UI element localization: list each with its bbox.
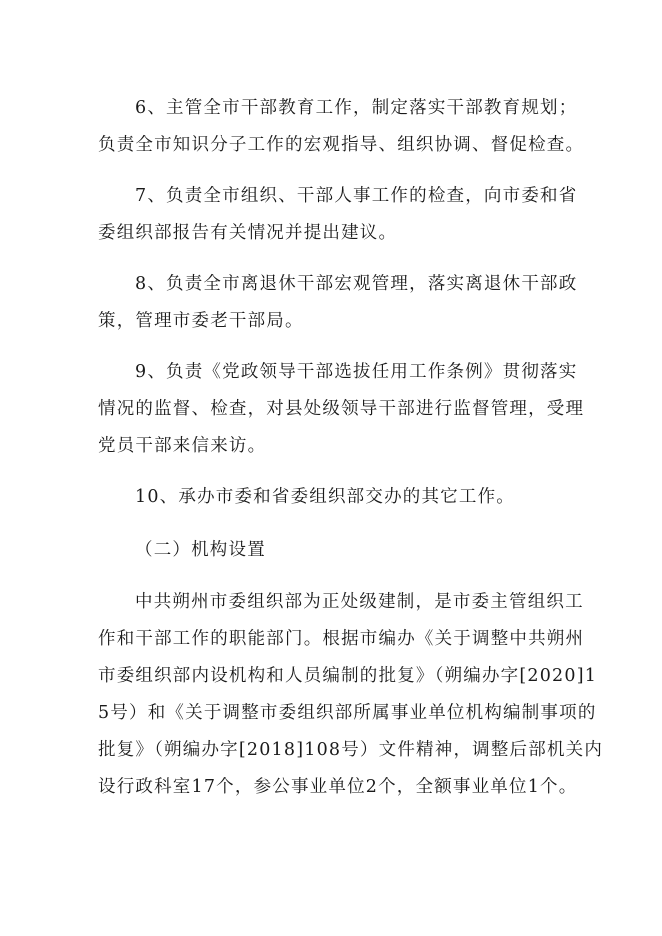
paragraph-line-6: 设行政科室17个，参公事业单位2个，全额事业单位1个。: [98, 777, 578, 797]
paragraph-line-1: 中共朔州市委组织部为正处级建制，是市委主管组织工: [135, 592, 584, 612]
paragraph-line-4: 5号）和《关于调整市委组织部所属事业单位机构编制事项的: [98, 703, 597, 723]
item-10-line-1: 10、承办市委和省委组织部交办的其它工作。: [135, 487, 515, 507]
item-8-line-2: 策，管理市委老干部局。: [98, 311, 304, 331]
item-7-line-1: 7、负责全市组织、干部人事工作的检查，向市委和省: [135, 186, 578, 206]
paragraph-line-3: 市委组织部内设机构和人员编制的批复》（朔编办字[2020]1: [98, 666, 598, 686]
paragraph-line-2: 作和干部工作的职能部门。根据市编办《关于调整中共朔州: [98, 629, 585, 649]
item-9-line-1: 9、负责《党政领导干部选拔任用工作条例》贯彻落实: [135, 362, 578, 382]
item-9-line-2: 情况的监督、检查，对县处级领导干部进行监督管理，受理: [98, 399, 585, 419]
section-heading-organization: （二）机构设置: [135, 540, 266, 560]
item-7-line-2: 委组织部报告有关情况并提出建议。: [98, 223, 398, 243]
item-9-line-3: 党员干部来信来访。: [98, 436, 267, 456]
paragraph-line-5: 批复》（朔编办字[2018]108号）文件精神，调整后部机关内: [98, 740, 604, 760]
item-6-line-1: 6、主管全市干部教育工作，制定落实干部教育规划；: [135, 98, 578, 118]
item-8-line-1: 8、负责全市离退休干部宏观管理，落实离退休干部政: [135, 274, 578, 294]
item-6-line-2: 负责全市知识分子工作的宏观指导、组织协调、督促检查。: [98, 135, 585, 155]
